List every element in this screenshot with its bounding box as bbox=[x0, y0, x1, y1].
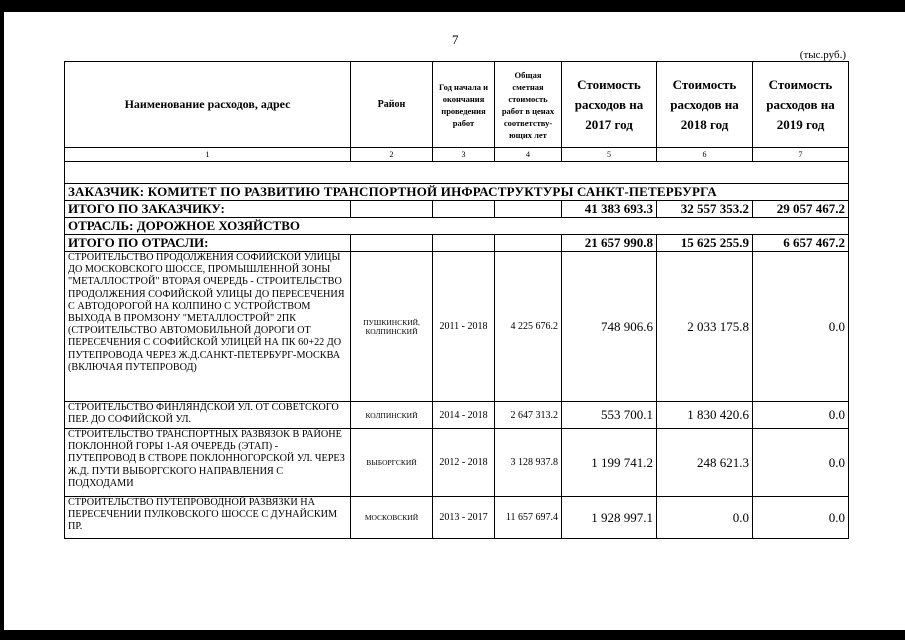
customer-total-2018: 32 557 353.2 bbox=[657, 201, 753, 218]
row-rayon: МОСКОВСКИЙ bbox=[351, 497, 433, 539]
customer-total-label: ИТОГО ПО ЗАКАЗЧИКУ: bbox=[65, 201, 351, 218]
row-rayon: ВЫБОРГСКИЙ bbox=[351, 429, 433, 497]
column-number: 5 bbox=[562, 148, 657, 162]
customer-total-row bbox=[65, 201, 849, 218]
column-number: 7 bbox=[753, 148, 849, 162]
row-name: СТРОИТЕЛЬСТВО ПРОДОЛЖЕНИЯ СОФИЙСКОЙ УЛИЦЫ ДО МОСКОВСКОГО ШОССЕ, ПРОМЫШЛЕННОЙ ЗОНЫ "МЕТАЛЛОСТРОЙ" ВТОРАЯ ОЧЕРЕДЬ - СТРОИТЕЛЬСТВО ПРОДОЛЖЕНИЯ СОФИЙСКОЙ УЛИЦЫ ДО ПЕРЕСЕЧЕНИЯ С АВТОДОРОГОЙ НА КОЛПИНО С УСТРОЙСТВОМ ВЫХОДА В ПРОМЗОНУ "МЕТАЛЛОСТРОЙ" 2ПК (СТРОИТЕЛЬСТВО АВТОМОБИЛЬНОЙ ДОРОГИ ОТ ПЕРЕСЕЧЕНИЯ С СОФИЙСКОЙ УЛИЦЕЙ НА ПК 60+22 ДО ПУТЕПРОВОДА ЧЕРЕЗ Ж.Д.САНКТ-ПЕТЕРБУРГ-МОСКВА (ВКЛЮЧАЯ ПУТЕПРОВОД) bbox=[65, 252, 351, 402]
spacer-row bbox=[65, 162, 849, 184]
table-row bbox=[65, 429, 849, 497]
row-smeta: 11 657 697.4 bbox=[495, 497, 562, 539]
customer-row bbox=[65, 184, 849, 201]
branch-total-2019: 6 657 467.2 bbox=[753, 235, 849, 252]
header-cost-2019: Стоимость расходов на 2019 год bbox=[753, 62, 849, 148]
row-cost-2018: 2 033 175.8 bbox=[657, 252, 753, 402]
row-years: 2014 - 2018 bbox=[433, 402, 495, 429]
header-cost-2018: Стоимость расходов на 2018 год bbox=[657, 62, 753, 148]
header-smeta: Общая сметная стоимость работ в ценах соответству-ющих лет bbox=[495, 62, 562, 148]
row-cost-2019: 0.0 bbox=[753, 402, 849, 429]
column-number: 2 bbox=[351, 148, 433, 162]
scan-top-border bbox=[0, 0, 905, 12]
header-name: Наименование расходов, адрес bbox=[65, 62, 351, 148]
customer-title: ЗАКАЗЧИК: КОМИТЕТ ПО РАЗВИТИЮ ТРАНСПОРТНОЙ ИНФРАСТРУКТУРЫ САНКТ-ПЕТЕРБУРГА bbox=[65, 184, 849, 201]
scan-bottom-border bbox=[0, 630, 905, 640]
row-smeta: 4 225 676.2 bbox=[495, 252, 562, 402]
row-cost-2019: 0.0 bbox=[753, 252, 849, 402]
row-cost-2018: 1 830 420.6 bbox=[657, 402, 753, 429]
header-rayon: Район bbox=[351, 62, 433, 148]
header-cost-2017: Стоимость расходов на 2017 год bbox=[562, 62, 657, 148]
branch-row bbox=[65, 218, 849, 235]
column-number: 6 bbox=[657, 148, 753, 162]
row-cost-2017: 553 700.1 bbox=[562, 402, 657, 429]
row-smeta: 3 128 937.8 bbox=[495, 429, 562, 497]
header-row bbox=[65, 62, 849, 148]
table-row bbox=[65, 252, 849, 402]
column-number: 4 bbox=[495, 148, 562, 162]
scan-left-border bbox=[0, 0, 4, 640]
table-row bbox=[65, 402, 849, 429]
table-row bbox=[65, 497, 849, 539]
row-years: 2013 - 2017 bbox=[433, 497, 495, 539]
row-years: 2011 - 2018 bbox=[433, 252, 495, 402]
row-smeta: 2 647 313.2 bbox=[495, 402, 562, 429]
row-cost-2017: 748 906.6 bbox=[562, 252, 657, 402]
row-name: СТРОИТЕЛЬСТВО ПУТЕПРОВОДНОЙ РАЗВЯЗКИ НА ПЕРЕСЕЧЕНИИ ПУЛКОВСКОГО ШОССЕ С ДУНАЙСКИМ ПР. bbox=[65, 497, 351, 539]
branch-total-row bbox=[65, 235, 849, 252]
row-years: 2012 - 2018 bbox=[433, 429, 495, 497]
customer-total-2019: 29 057 467.2 bbox=[753, 201, 849, 218]
page-number: 7 bbox=[452, 32, 459, 47]
row-name: СТРОИТЕЛЬСТВО ФИНЛЯНДСКОЙ УЛ. ОТ СОВЕТСКОГО ПЕР. ДО СОФИЙСКОЙ УЛ. bbox=[65, 402, 351, 429]
column-number: 1 bbox=[65, 148, 351, 162]
row-cost-2018: 0.0 bbox=[657, 497, 753, 539]
row-cost-2018: 248 621.3 bbox=[657, 429, 753, 497]
branch-title: ОТРАСЛЬ: ДОРОЖНОЕ ХОЗЯЙСТВО bbox=[65, 218, 849, 235]
units-label: (тыс.руб.) bbox=[799, 49, 846, 61]
column-number-row bbox=[65, 148, 849, 162]
branch-total-2017: 21 657 990.8 bbox=[562, 235, 657, 252]
row-cost-2017: 1 199 741.2 bbox=[562, 429, 657, 497]
expenses-table bbox=[64, 61, 849, 539]
branch-total-2018: 15 625 255.9 bbox=[657, 235, 753, 252]
customer-total-2017: 41 383 693.3 bbox=[562, 201, 657, 218]
row-name: СТРОИТЕЛЬСТВО ТРАНСПОРТНЫХ РАЗВЯЗОК В РАЙОНЕ ПОКЛОННОЙ ГОРЫ 1-АЯ ОЧЕРЕДЬ (ЭТАП) - ПУТЕПРОВОД В СТВОРЕ ПОКЛОННОГОРСКОЙ УЛ. ЧЕРЕЗ Ж.Д. ПУТИ ВЫБОРГСКОГО НАПРАВЛЕНИЯ С ПОДХОДАМИ bbox=[65, 429, 351, 497]
column-number: 3 bbox=[433, 148, 495, 162]
row-rayon: ПУШКИНСКИЙ, КОЛПИНСКИЙ bbox=[351, 252, 433, 402]
header-years: Год начала и окончания проведения работ bbox=[433, 62, 495, 148]
branch-total-label: ИТОГО ПО ОТРАСЛИ: bbox=[65, 235, 351, 252]
row-cost-2019: 0.0 bbox=[753, 429, 849, 497]
row-rayon: КОЛПИНСКИЙ bbox=[351, 402, 433, 429]
row-cost-2017: 1 928 997.1 bbox=[562, 497, 657, 539]
row-cost-2019: 0.0 bbox=[753, 497, 849, 539]
